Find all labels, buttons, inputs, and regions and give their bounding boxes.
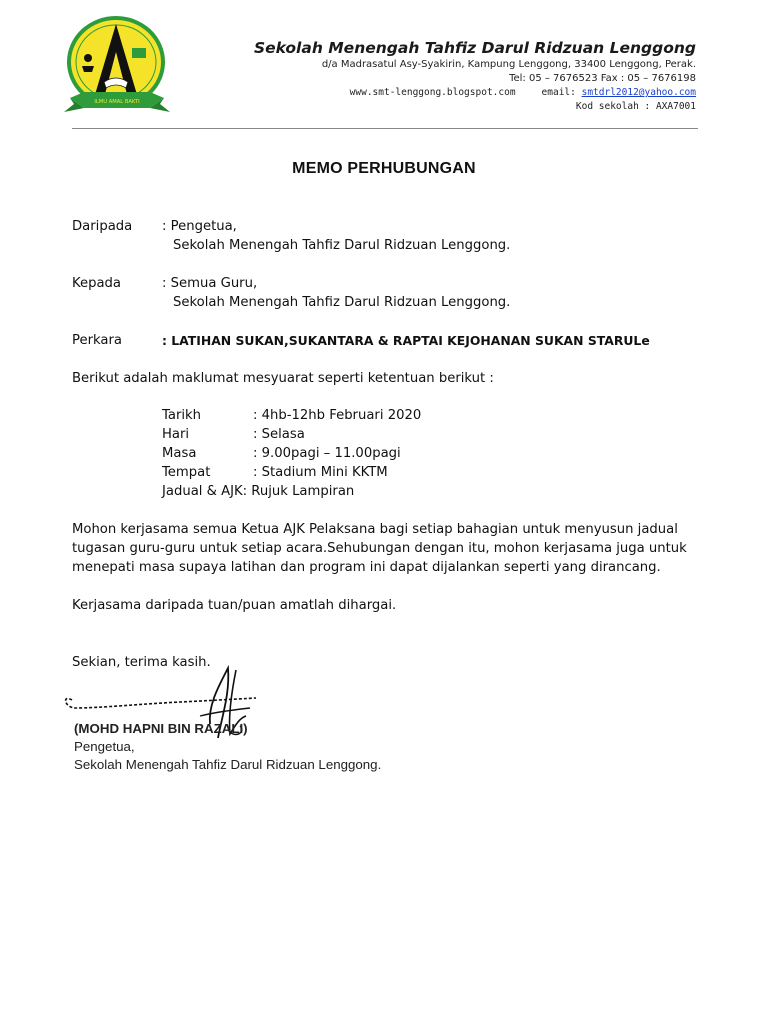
email-label: email: (541, 87, 576, 98)
header-divider (72, 128, 698, 129)
to-value: : Semua Guru, (162, 276, 258, 291)
to-value-2: Sekolah Menengah Tahfiz Darul Ridzuan Lenggong. (173, 295, 511, 310)
letterhead (254, 38, 696, 114)
web-email-line (254, 86, 696, 100)
from-value-2: Sekolah Menengah Tahfiz Darul Ridzuan Lenggong. (173, 238, 511, 253)
logo-motto: ILMU AMAL BAKTI (94, 99, 140, 105)
signatory-block (74, 720, 381, 774)
memo-title: MEMO PERHUBUNGAN (292, 160, 476, 177)
school-address: d/a Madrasatul Asy-Syakirin, Kampung Lenggong, 33400 Lenggong, Perak. (321, 59, 696, 70)
from-label: Daripada (72, 219, 133, 234)
intro-text: Berikut adalah maklumat mesyuarat seperti ketentuan berikut : (72, 371, 494, 386)
detail-label: Tarikh (162, 408, 202, 423)
signatory-title: Pengetua, (74, 739, 135, 754)
detail-label: Masa (162, 446, 197, 461)
signatory-name: (MOHD HAPNI BIN RAZALI) (74, 721, 248, 736)
closing-text: Sekian, terima kasih. (72, 655, 211, 670)
school-code: Kod sekolah : AXA7001 (575, 101, 696, 112)
body-paragraph: Mohon kerjasama semua Ketua AJK Pelaksana bagi setiap bahagian untuk menyusun jadual tugasan guru-guru untuk setiap acara.Sehubungan dengan itu, mohon kerjasama juga untuk menepati masa supaya latihan dan program ini dapat dijalankan seperti yang dirancang. (72, 522, 687, 575)
from-value: : Pengetua, (162, 219, 237, 234)
email-link[interactable]: smtdrl2012@yahoo.com (581, 87, 696, 98)
subject-label: Perkara (72, 333, 123, 348)
website-link[interactable]: www.smt-lenggong.blogspot.com (349, 87, 516, 98)
subject-value: : LATIHAN SUKAN,SUKANTARA & RAPTAI KEJOHANAN SUKAN STARULe (162, 333, 650, 348)
detail-value: : 4hb-12hb Februari 2020 (253, 408, 422, 423)
tel-fax: Tel: 05 – 7676523 Fax : 05 – 7676198 (509, 73, 696, 84)
school-name: Sekolah Menengah Tahfiz Darul Ridzuan Lenggong (253, 39, 696, 57)
to-label: Kepada (72, 276, 122, 291)
detail-value: : Selasa (253, 427, 305, 442)
appreciation-text: Kerjasama daripada tuan/puan amatlah dihargai. (72, 598, 397, 613)
detail-label: Tempat (162, 465, 211, 480)
school-logo-icon (64, 12, 170, 120)
detail-value: : Stadium Mini KKTM (253, 465, 388, 480)
schedule-text: Jadual & AJK: Rujuk Lampiran (162, 484, 355, 499)
signatory-school: Sekolah Menengah Tahfiz Darul Ridzuan Lenggong. (74, 757, 382, 772)
detail-value: : 9.00pagi – 11.00pagi (253, 446, 401, 461)
detail-label: Hari (162, 427, 190, 442)
